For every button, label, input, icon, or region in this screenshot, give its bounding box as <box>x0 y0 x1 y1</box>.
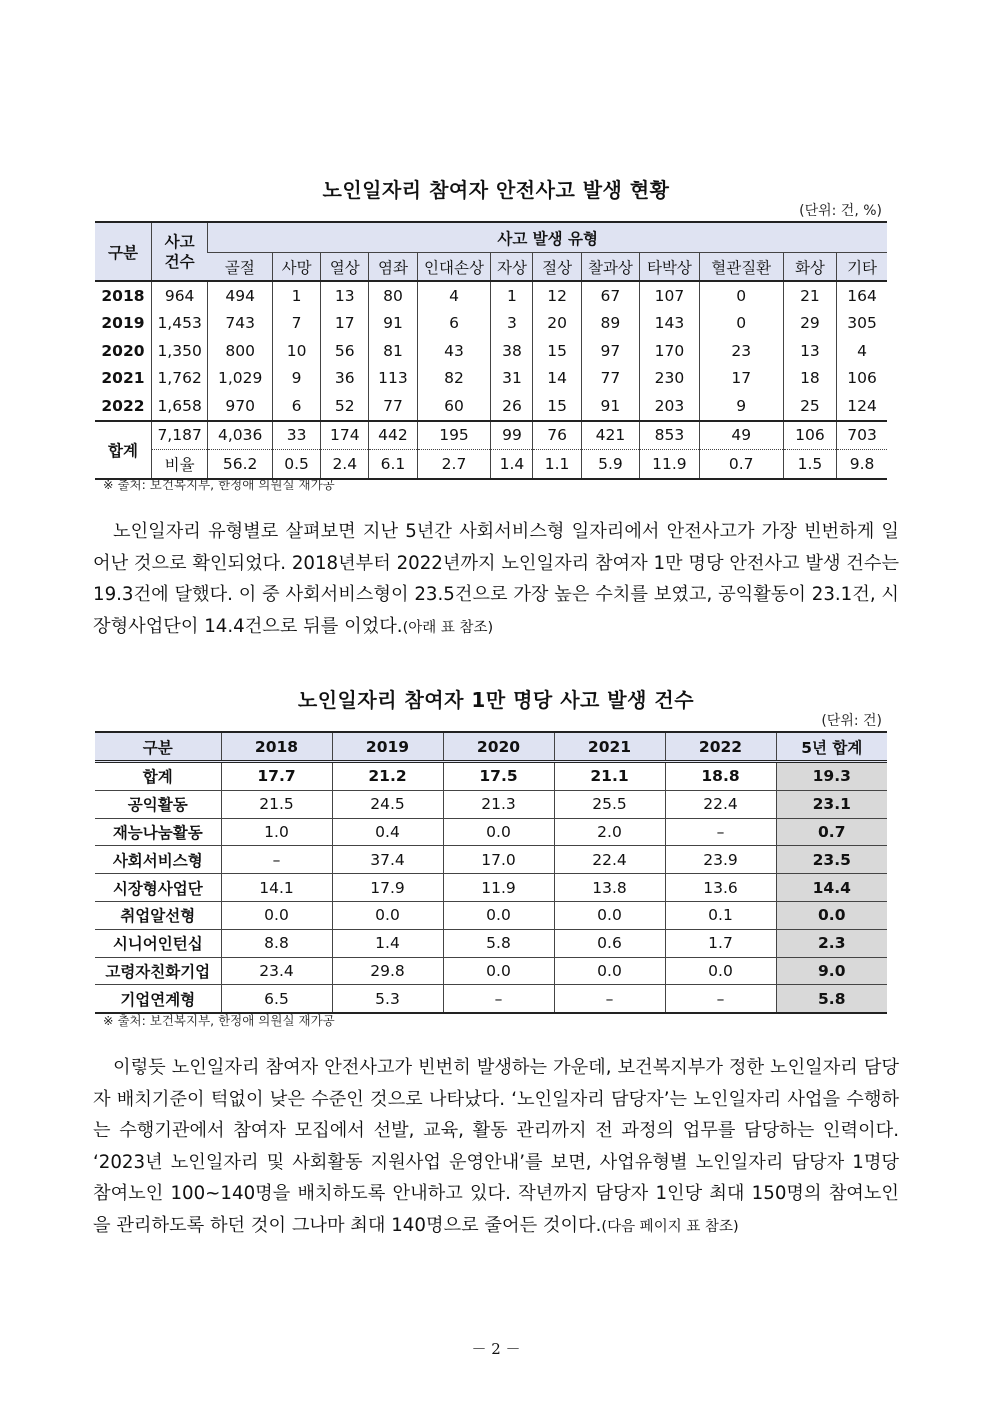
value-cell: 13.8 <box>554 874 665 902</box>
value-cell: 0 <box>699 281 783 310</box>
type-header: 찰과상 <box>581 253 639 282</box>
ratio-cell: 5.9 <box>581 450 639 479</box>
value-cell: 164 <box>837 281 887 310</box>
value-cell: 1 <box>272 281 320 310</box>
value-cell: 1.7 <box>665 929 776 957</box>
value-cell: 203 <box>640 392 700 421</box>
table-row <box>95 929 887 957</box>
table-row <box>95 846 887 874</box>
year-cell: 2018 <box>95 281 151 310</box>
table-row <box>95 281 887 310</box>
ratio-cell: 2.7 <box>417 450 491 479</box>
value-cell: 113 <box>369 365 417 393</box>
value-cell: 22.4 <box>665 790 776 818</box>
column-header: 2020 <box>443 732 554 762</box>
value-cell: 89 <box>581 310 639 338</box>
value-cell: 1.0 <box>221 818 332 846</box>
ratio-cell: 2.4 <box>321 450 369 479</box>
table2-unit: (단위: 건) <box>821 713 882 729</box>
value-cell: 1 <box>491 281 533 310</box>
value-cell: 8.8 <box>221 929 332 957</box>
ratio-label: 비율 <box>151 450 207 479</box>
column-header: 구분 <box>95 732 221 762</box>
value-cell: 56 <box>321 337 369 365</box>
value-cell: 23.9 <box>665 846 776 874</box>
value-cell: 38 <box>491 337 533 365</box>
paragraph-1-text: 노인일자리 유형별로 살펴보면 지난 5년간 사회서비스형 일자리에서 안전사고가 가장 빈번하게 일어난 것으로 확인되었다. 2018년부터 2022년까지 노인일자리 참여자 1만 명당 안전사고 발생 건수는 19.3건에 달했다. 이 중 사회서비스형이 23.5건으로 가장 높은 수치를 보였고, 공익활동이 23.1건, 시장형사업단이 14.4건으로 뒤를 이었다. <box>93 521 900 637</box>
table-row <box>95 874 887 902</box>
row-label: 재능나눔활동 <box>95 818 221 846</box>
table2-source: ※ 출처: 보건복지부, 한정애 의원실 재가공 <box>103 1013 335 1028</box>
type-header: 사망 <box>272 253 320 282</box>
ratio-cell: 1.5 <box>783 450 836 479</box>
sum-cell: 23.5 <box>776 846 887 874</box>
ratio-cell: 9.8 <box>837 450 887 479</box>
table-row <box>95 762 887 791</box>
value-cell: 124 <box>837 392 887 421</box>
table-row <box>95 957 887 985</box>
accident-rate-table <box>95 731 887 1014</box>
value-cell: 6.5 <box>221 985 332 1013</box>
value-cell: 33 <box>272 421 320 450</box>
value-cell: 17.5 <box>443 762 554 791</box>
value-cell: 81 <box>369 337 417 365</box>
table-row <box>95 818 887 846</box>
sum-cell: 9.0 <box>776 957 887 985</box>
type-header: 화상 <box>783 253 836 282</box>
value-cell: 80 <box>369 281 417 310</box>
type-header: 자상 <box>491 253 533 282</box>
value-cell: 9 <box>272 365 320 393</box>
value-cell: 3 <box>491 310 533 338</box>
type-header: 염좌 <box>369 253 417 282</box>
type-header: 골절 <box>208 253 273 282</box>
value-cell: 230 <box>640 365 700 393</box>
header-type-group: 사고 발생 유형 <box>208 222 887 253</box>
value-cell: 67 <box>581 281 639 310</box>
value-cell: 174 <box>321 421 369 450</box>
value-cell: 17.9 <box>332 874 443 902</box>
value-cell: 43 <box>417 337 491 365</box>
value-cell: 2.0 <box>554 818 665 846</box>
column-header: 2018 <box>221 732 332 762</box>
value-cell: 106 <box>783 421 836 450</box>
value-cell: 18.8 <box>665 762 776 791</box>
value-cell: 82 <box>417 365 491 393</box>
row-label: 고령자친화기업 <box>95 957 221 985</box>
value-cell: 0.0 <box>332 901 443 929</box>
value-cell: 13 <box>321 281 369 310</box>
value-cell: 25.5 <box>554 790 665 818</box>
total-cell: 1,453 <box>151 310 207 338</box>
ratio-cell: 56.2 <box>208 450 273 479</box>
value-cell: 0.1 <box>665 901 776 929</box>
value-cell: 0.0 <box>221 901 332 929</box>
value-cell: 77 <box>369 392 417 421</box>
sum-cell: 5.8 <box>776 985 887 1013</box>
column-header: 2021 <box>554 732 665 762</box>
total-row <box>95 421 887 450</box>
row-label: 취업알선형 <box>95 901 221 929</box>
value-cell: 0 <box>699 310 783 338</box>
paragraph-2-text: 이렇듯 노인일자리 참여자 안전사고가 빈번히 발생하는 가운데, 보건복지부가 정한 노인일자리 담당자 배치기준이 턱없이 낮은 수준인 것으로 나타났다. ‘노인일자리 담당자’는 노인일자리 사업을 수행하는 수행기관에서 참여자 모집에서 선발, 교육, 활동 관리까지 전 과정의 업무를 담당하는 인력이다. ‘2023년 노인일자리 및 사회활동 지원사업 운영안내’를 보면, 사업유형별 노인일자리 담당자 1명당 참여노인 100~140명을 배치하도록 안내하고 있다. 작년까지 담당자 1인당 최대 150명의 참여노인을 관리하도록 하던 것이 그나마 최대 140명으로 줄어든 것이다. <box>93 1057 899 1236</box>
value-cell: 15 <box>533 392 581 421</box>
total-cell: 1,658 <box>151 392 207 421</box>
table-row <box>95 985 887 1013</box>
paragraph-2-note: (다음 페이지 표 참조) <box>601 1218 739 1235</box>
table-row <box>95 901 887 929</box>
type-header: 혈관질환 <box>699 253 783 282</box>
value-cell: 6 <box>417 310 491 338</box>
value-cell: 17.7 <box>221 762 332 791</box>
value-cell: 31 <box>491 365 533 393</box>
value-cell: 17.0 <box>443 846 554 874</box>
sum-cell: 0.7 <box>776 818 887 846</box>
value-cell: 6 <box>272 392 320 421</box>
value-cell: 305 <box>837 310 887 338</box>
ratio-cell: 1.4 <box>491 450 533 479</box>
ratio-cell: 0.7 <box>699 450 783 479</box>
value-cell: 17 <box>321 310 369 338</box>
type-header: 절상 <box>533 253 581 282</box>
value-cell: 107 <box>640 281 700 310</box>
value-cell: 26 <box>491 392 533 421</box>
value-cell: 23 <box>699 337 783 365</box>
table-row <box>95 392 887 421</box>
column-header: 2022 <box>665 732 776 762</box>
value-cell: 0.0 <box>443 818 554 846</box>
value-cell: 36 <box>321 365 369 393</box>
value-cell: 703 <box>837 421 887 450</box>
table1-unit: (단위: 건, %) <box>799 203 882 219</box>
value-cell: 77 <box>581 365 639 393</box>
value-cell: 4,036 <box>208 421 273 450</box>
column-header: 2019 <box>332 732 443 762</box>
value-cell: 800 <box>208 337 273 365</box>
value-cell: 11.9 <box>443 874 554 902</box>
value-cell: 52 <box>321 392 369 421</box>
value-cell: – <box>221 846 332 874</box>
value-cell: 99 <box>491 421 533 450</box>
total-cell: 1,762 <box>151 365 207 393</box>
value-cell: 97 <box>581 337 639 365</box>
value-cell: 0.4 <box>332 818 443 846</box>
ratio-cell: 0.5 <box>272 450 320 479</box>
value-cell: 170 <box>640 337 700 365</box>
value-cell: 24.5 <box>332 790 443 818</box>
table-row <box>95 310 887 338</box>
table1-title: 노인일자리 참여자 안전사고 발생 현황 <box>322 178 670 202</box>
year-cell: 2019 <box>101 314 145 333</box>
value-cell: 0.0 <box>554 901 665 929</box>
ratio-cell: 6.1 <box>369 450 417 479</box>
sum-cell: 19.3 <box>776 762 887 791</box>
value-cell: 76 <box>533 421 581 450</box>
row-label: 시니어인턴십 <box>95 929 221 957</box>
value-cell: 5.8 <box>443 929 554 957</box>
header-count <box>151 222 207 281</box>
value-cell: 9 <box>699 392 783 421</box>
value-cell: 15 <box>533 337 581 365</box>
total-cell: 964 <box>151 281 207 310</box>
value-cell: 0.0 <box>443 901 554 929</box>
value-cell: 421 <box>581 421 639 450</box>
value-cell: 12 <box>533 281 581 310</box>
ratio-cell: 11.9 <box>640 450 700 479</box>
value-cell: 49 <box>699 421 783 450</box>
value-cell: 1.4 <box>332 929 443 957</box>
value-cell: 0.0 <box>443 957 554 985</box>
value-cell: 195 <box>417 421 491 450</box>
page-number: － 2 － <box>471 1340 521 1358</box>
value-cell: 22.4 <box>554 846 665 874</box>
value-cell: 0.6 <box>554 929 665 957</box>
value-cell: 743 <box>208 310 273 338</box>
row-label: 사회서비스형 <box>95 846 221 874</box>
value-cell: 442 <box>369 421 417 450</box>
value-cell: 17 <box>699 365 783 393</box>
year-cell: 2022 <box>101 396 145 415</box>
value-cell: 21.3 <box>443 790 554 818</box>
table1-source: ※ 출처: 보건복지부, 한정애 의원실 재가공 <box>103 477 335 492</box>
table-row <box>95 365 887 393</box>
value-cell: 37.4 <box>332 846 443 874</box>
value-cell: 20 <box>533 310 581 338</box>
value-cell: 106 <box>837 365 887 393</box>
value-cell: 21.5 <box>221 790 332 818</box>
value-cell: 7 <box>272 310 320 338</box>
value-cell: 91 <box>369 310 417 338</box>
value-cell: 5.3 <box>332 985 443 1013</box>
value-cell: 494 <box>208 281 273 310</box>
type-header: 타박상 <box>640 253 700 282</box>
value-cell: – <box>443 985 554 1013</box>
value-cell: 60 <box>417 392 491 421</box>
value-cell: 13.6 <box>665 874 776 902</box>
type-header: 열상 <box>321 253 369 282</box>
row-label: 합계 <box>95 762 221 791</box>
paragraph-1-note: (아래 표 참조) <box>402 619 494 636</box>
value-cell: 13 <box>783 337 836 365</box>
value-cell: 853 <box>640 421 700 450</box>
header-gubun: 구분 <box>95 222 151 281</box>
sum-cell: 14.4 <box>776 874 887 902</box>
year-cell: 2021 <box>101 369 145 388</box>
type-header: 인대손상 <box>417 253 491 282</box>
sum-cell: 2.3 <box>776 929 887 957</box>
row-label: 시장형사업단 <box>95 874 221 902</box>
accident-type-table <box>95 221 887 480</box>
year-cell: 2020 <box>101 341 145 360</box>
value-cell: 1,029 <box>208 365 273 393</box>
value-cell: 14.1 <box>221 874 332 902</box>
value-cell: 25 <box>783 392 836 421</box>
value-cell: 21 <box>783 281 836 310</box>
paragraph-2 <box>93 1052 899 1244</box>
table2-title: 노인일자리 참여자 1만 명당 사고 발생 건수 <box>297 688 695 712</box>
ratio-cell: 1.1 <box>533 450 581 479</box>
value-cell: 18 <box>783 365 836 393</box>
value-cell: – <box>665 818 776 846</box>
value-cell: 10 <box>272 337 320 365</box>
type-header: 기타 <box>837 253 887 282</box>
value-cell: 21.1 <box>554 762 665 791</box>
total-label: 합계 <box>95 421 151 479</box>
value-cell: – <box>554 985 665 1013</box>
value-cell: 0.0 <box>665 957 776 985</box>
row-label: 기업연계형 <box>95 985 221 1013</box>
paragraph-1 <box>93 516 899 644</box>
value-cell: 23.4 <box>221 957 332 985</box>
value-cell: 970 <box>208 392 273 421</box>
sum-cell: 23.1 <box>776 790 887 818</box>
sum-cell: 0.0 <box>776 901 887 929</box>
row-label: 공익활동 <box>95 790 221 818</box>
total-cell: 1,350 <box>151 337 207 365</box>
value-cell: 91 <box>581 392 639 421</box>
value-cell: 21.2 <box>332 762 443 791</box>
value-cell: – <box>665 985 776 1013</box>
value-cell: 14 <box>533 365 581 393</box>
value-cell: 143 <box>640 310 700 338</box>
column-header: 5년 합계 <box>776 732 887 762</box>
value-cell: 0.0 <box>554 957 665 985</box>
value-cell: 29.8 <box>332 957 443 985</box>
value-cell: 4 <box>417 281 491 310</box>
value-cell: 29 <box>783 310 836 338</box>
total-cell: 7,187 <box>151 421 207 450</box>
table-row <box>95 790 887 818</box>
table-row <box>95 337 887 365</box>
header-count-text: 사고 건수 <box>164 232 195 271</box>
value-cell: 4 <box>837 337 887 365</box>
